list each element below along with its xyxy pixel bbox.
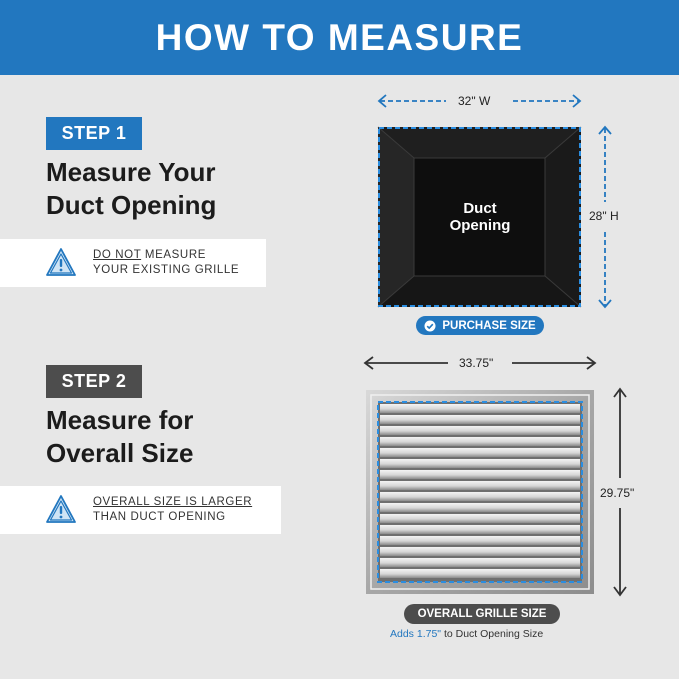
grille-diagram bbox=[366, 390, 594, 594]
adds-value: 1.75" bbox=[416, 628, 442, 640]
grille-slat bbox=[380, 415, 580, 424]
grille-slat bbox=[380, 503, 580, 512]
grille-width-label: 33.75" bbox=[459, 356, 494, 370]
step-1-note-rest: MEASURE bbox=[141, 249, 206, 261]
grille-slat bbox=[380, 404, 580, 413]
purchase-size-badge bbox=[416, 316, 544, 335]
purchase-size-text: PURCHASE SIZE bbox=[442, 319, 536, 332]
grille-slat bbox=[380, 569, 580, 578]
step-2-heading-line-2: Overall Size bbox=[46, 438, 194, 468]
grille-slat bbox=[380, 492, 580, 501]
duct-width-label: 32" W bbox=[458, 94, 491, 108]
duct-opening-label bbox=[415, 200, 545, 234]
duct-opening-label-line-2: Opening bbox=[449, 217, 511, 234]
grille-slat bbox=[380, 558, 580, 567]
grille-slat bbox=[380, 437, 580, 446]
duct-opening-label-line-1: Duct bbox=[463, 200, 497, 217]
grille-slat bbox=[380, 536, 580, 545]
grille-slat bbox=[380, 426, 580, 435]
step-1-heading-line-2: Duct Opening bbox=[46, 190, 217, 220]
step-1-heading-line-1: Measure Your bbox=[46, 157, 216, 187]
grille-height-label: 29.75" bbox=[600, 486, 635, 500]
grille-slat bbox=[380, 547, 580, 556]
grille-slat bbox=[380, 514, 580, 523]
step-2-note-line-2: THAN DUCT OPENING bbox=[93, 511, 226, 523]
step-2-badge: STEP 2 bbox=[46, 365, 142, 398]
adds-prefix: Adds bbox=[390, 628, 417, 640]
do-not-emphasis: DO NOT bbox=[93, 249, 142, 261]
adds-size-note bbox=[390, 628, 543, 640]
grille-slat bbox=[380, 470, 580, 479]
step-2-note-line-1: OVERALL SIZE IS LARGER bbox=[93, 496, 253, 508]
step-1-badge: STEP 1 bbox=[46, 117, 142, 150]
step-1-note-line-2: YOUR EXISTING GRILLE bbox=[93, 264, 240, 276]
grille-slat bbox=[380, 459, 580, 468]
overall-grille-size-badge: OVERALL GRILLE SIZE bbox=[404, 604, 560, 624]
page-title: HOW TO MEASURE bbox=[155, 16, 524, 58]
duct-height-label: 28" H bbox=[589, 209, 619, 223]
grille-slat bbox=[380, 448, 580, 457]
grille-slat bbox=[380, 481, 580, 490]
grille-slat bbox=[380, 525, 580, 534]
step-2-heading-line-1: Measure for bbox=[46, 405, 194, 435]
adds-suffix: to Duct Opening Size bbox=[441, 628, 544, 640]
check-circle-icon bbox=[424, 320, 436, 332]
